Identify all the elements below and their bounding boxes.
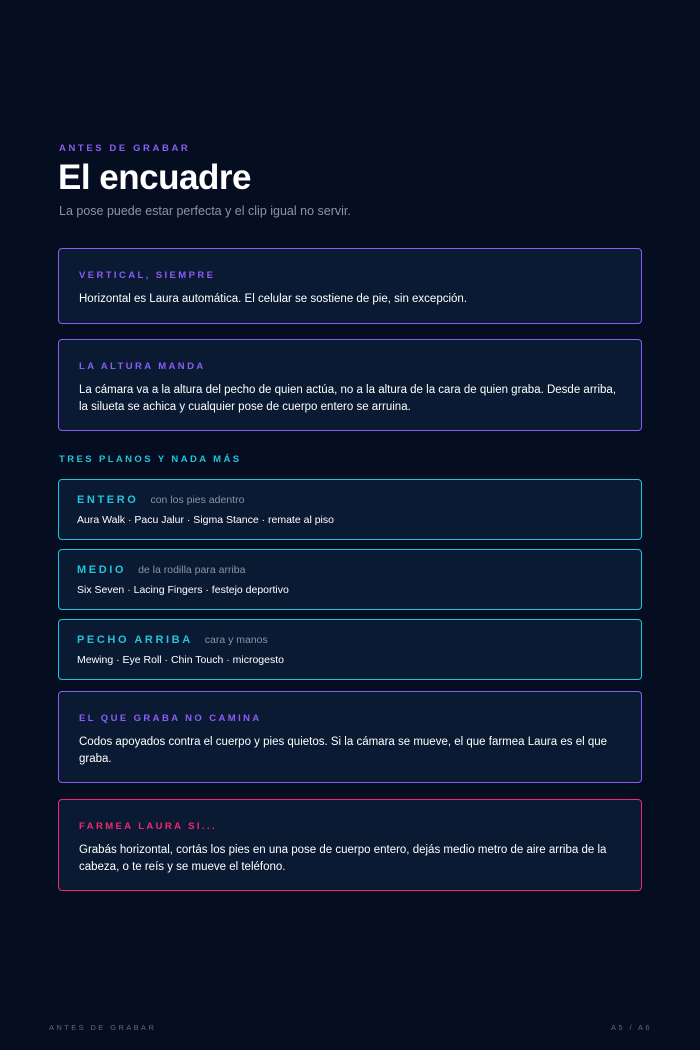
card-vertical (58, 248, 642, 324)
card-altura (58, 339, 642, 431)
footer-section-title: ANTES DE GRABAR (49, 1023, 157, 1032)
card-text: Grabás horizontal, cortás los pies en una pose de cuerpo entero, dejás medio metro de aire arriba de la cabeza, o te reís y se mueve el teléfono. (79, 844, 607, 873)
plan-description: cara y manos (204, 634, 268, 646)
plan-poses: Mewing · Eye Roll · Chin Touch · microgesto (77, 654, 284, 666)
card-label: LA ALTURA MANDA (79, 361, 206, 372)
plan-name: PECHO ARRIBA (77, 634, 193, 646)
plan-card-pecho-arriba (58, 619, 642, 680)
page-subtitle: La pose puede estar perfecta y el clip igual no servir. (59, 204, 351, 218)
plan-poses: Six Seven · Lacing Fingers · festejo deportivo (77, 584, 289, 596)
plan-card-medio (58, 549, 642, 610)
card-farmea-warning (58, 799, 642, 891)
card-camina (58, 691, 642, 783)
plan-poses: Aura Walk · Pacu Jalur · Sigma Stance · remate al piso (77, 514, 334, 526)
plan-header (77, 634, 623, 646)
card-label: VERTICAL, SIEMPRE (79, 270, 216, 281)
eyebrow: ANTES DE GRABAR (59, 143, 191, 154)
card-label: FARMEA LAURA SI... (79, 821, 218, 832)
plan-card-entero (58, 479, 642, 540)
page-title: El encuadre (58, 158, 251, 197)
plan-header (77, 564, 623, 576)
card-label: EL QUE GRABA NO CAMINA (79, 713, 262, 724)
plan-header (77, 494, 623, 506)
plan-description: con los pies adentro (150, 494, 245, 506)
card-text: La cámara va a la altura del pecho de quien actúa, no a la altura de la cara de quien graba. Desde arriba, la silueta se achica y cualquier pose de cuerpo entero se arruina. (79, 384, 617, 413)
footer-page-size: A5 / A6 (611, 1023, 652, 1032)
card-text: Codos apoyados contra el cuerpo y pies quietos. Si la cámara se mueve, el que farmea Laura es el que graba. (79, 736, 608, 765)
plan-name: MEDIO (77, 564, 127, 576)
section-heading-planos: TRES PLANOS Y NADA MÁS (59, 454, 242, 465)
card-text: Horizontal es Laura automática. El celular se sostiene de pie, sin excepción. (79, 293, 468, 305)
plan-name: ENTERO (77, 494, 139, 506)
plan-description: de la rodilla para arriba (138, 564, 246, 576)
